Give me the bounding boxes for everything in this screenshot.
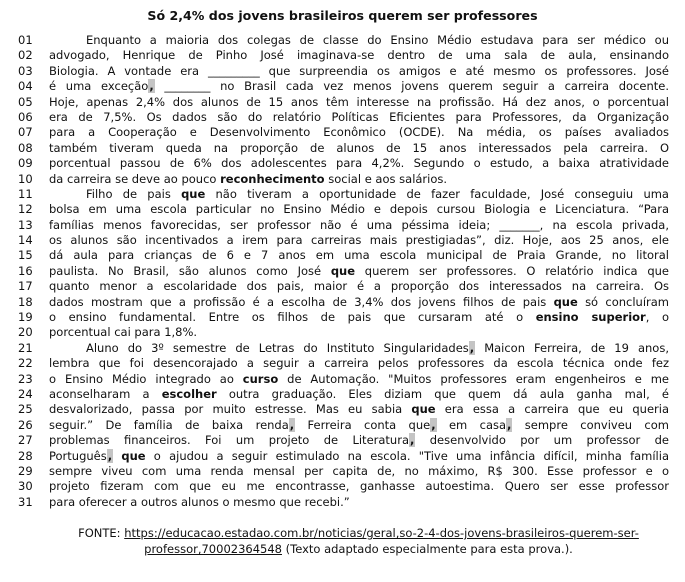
text-line	[0, 433, 685, 448]
bold-term: escolher	[161, 386, 217, 401]
document-page	[0, 8, 685, 557]
line-text	[49, 372, 669, 387]
text-line	[0, 372, 685, 387]
text-segment: social e aos salários.	[324, 171, 448, 186]
text-segment: de Automação. "Muitos professores eram engenheiros e me	[278, 371, 669, 386]
source-citation	[48, 525, 669, 557]
text-line	[0, 356, 685, 371]
line-text	[49, 172, 669, 187]
line-number: 30	[18, 479, 33, 494]
text-segment: porcentual passou de 6% dos adolescentes para 4,2%. Segundo o estudo, a baixa atratividade	[49, 156, 669, 171]
text-segment: Aluno do 3º semestre de Letras do Instituto Singularidades	[86, 340, 469, 355]
text-segment: Hoje, apenas 2,4% dos alunos de 15 anos têm interesse na profissão. Há dez anos, o porcentual	[49, 94, 669, 109]
line-text	[49, 141, 669, 156]
bold-term: curso	[242, 371, 279, 386]
line-text	[49, 125, 669, 140]
bold-term: reconhecimento	[220, 171, 325, 186]
line-number: 17	[18, 279, 33, 294]
text-segment: o Ensino Médio integrado ao	[49, 371, 243, 386]
line-text	[49, 64, 669, 79]
text-segment: Maicon Ferreira, de 19 anos,	[475, 340, 669, 355]
line-text	[49, 264, 669, 279]
text-segment: querem ser professores. O relatório indica que	[355, 263, 670, 278]
text-segment: era de 7,5%. Os dados são do relatório Políticas Eficientes para Professores, da Organização	[49, 109, 669, 124]
text-segment: , o	[645, 310, 669, 325]
bold-term: que	[330, 263, 356, 278]
text-segment: o ajudou a seguir estimulado na escola. "Tive uma infância difícil, minha família	[145, 448, 669, 463]
line-text	[49, 79, 669, 94]
text-segment: quanto menor a escolaridade dos pais, maior é a proporção dos interessados na carreira. Os	[49, 279, 669, 294]
line-number: 25	[18, 402, 33, 417]
text-line	[0, 325, 685, 340]
line-number: 12	[18, 202, 33, 217]
line-number: 27	[18, 433, 33, 448]
text-line	[0, 110, 685, 125]
text-line	[0, 33, 685, 48]
line-number: 07	[18, 125, 33, 140]
line-text	[49, 202, 669, 217]
text-segment: para oferecer a outros alunos o mesmo que recebi.”	[49, 494, 350, 509]
line-number: 31	[18, 494, 33, 509]
line-number: 09	[18, 156, 33, 171]
highlighted-comma: ,	[289, 417, 295, 432]
line-number: 05	[18, 94, 33, 109]
text-segment: aconselharam a	[49, 386, 162, 401]
text-line	[0, 156, 685, 171]
line-number: 01	[18, 33, 33, 47]
line-number: 28	[18, 448, 33, 463]
text-segment: dá aula para crianças de 6 e 7 anos em uma escola municipal de Praia Grande, no litoral	[49, 248, 669, 263]
text-segment: não tiveram a oportunidade de fazer faculdade, José conseguiu uma	[205, 186, 669, 201]
text-line	[0, 479, 685, 494]
text-segment: projeto fizeram com que eu me encontrasse, ganhasse autoestima. Quero ser esse professor	[49, 479, 669, 494]
text-segment: só concluíram	[577, 294, 670, 309]
text-segment: paulista. No Brasil, são alunos como José	[49, 263, 331, 278]
line-text	[49, 279, 669, 294]
line-text	[49, 310, 669, 325]
text-segment: dados mostram que a profissão é a escolha de 3,4% dos jovens filhos de pais	[49, 294, 554, 309]
line-text	[49, 233, 669, 248]
fonte-suffix: (Texto adaptado especialmente para esta prova.).	[281, 542, 573, 557]
line-number: 20	[18, 325, 33, 340]
highlighted-comma: ,	[149, 79, 154, 94]
text-line	[0, 79, 685, 94]
text-segment: Filho de pais	[86, 186, 182, 201]
text-line	[0, 295, 685, 310]
bold-term: ensino superior	[535, 310, 646, 325]
text-line	[0, 341, 685, 356]
text-segment: ________ no Brasil cada vez menos jovens querem seguir a carreira docente.	[154, 79, 669, 94]
text-line	[0, 125, 685, 140]
line-text	[49, 95, 669, 110]
text-line	[0, 279, 685, 294]
text-segment: desvalorizado, passa por muito estresse. Mas eu sabia	[49, 402, 412, 417]
text-segment: é uma exceção	[49, 79, 149, 94]
line-number: 15	[18, 248, 33, 263]
text-line	[0, 233, 685, 248]
line-number: 13	[18, 217, 33, 232]
text-segment: seguir.” De família de baixa renda	[49, 417, 289, 432]
line-number: 22	[18, 356, 33, 371]
line-number: 29	[18, 463, 33, 478]
text-line	[0, 218, 685, 233]
line-text	[49, 418, 669, 433]
text-segment: Ferreira conta que	[295, 417, 431, 432]
text-line	[0, 202, 685, 217]
text-segment: da carreira se deve ao pouco	[49, 171, 221, 186]
text-line	[0, 495, 685, 510]
line-number: 14	[18, 233, 33, 248]
text-line	[0, 264, 685, 279]
line-number: 06	[18, 109, 33, 124]
line-number: 26	[18, 417, 33, 432]
text-line	[0, 64, 685, 79]
line-number: 16	[18, 263, 33, 278]
highlighted-comma: ,	[107, 448, 113, 463]
text-segment: porcentual cai para 1,8%.	[49, 325, 198, 340]
line-number: 08	[18, 140, 33, 155]
text-segment: em casa	[436, 417, 507, 432]
line-text	[49, 156, 669, 171]
line-text	[49, 187, 669, 202]
highlighted-comma: ,	[431, 417, 436, 432]
line-number: 10	[18, 171, 33, 186]
text-line	[0, 418, 685, 433]
text-segment: o ensino fundamental. Entre os filhos de pais que cursaram até o	[49, 310, 536, 325]
line-text	[49, 402, 669, 417]
text-line	[0, 387, 685, 402]
line-text	[49, 218, 669, 233]
text-segment: Enquanto a maioria dos colegas de classe do Ensino Médio estudava para ser médico ou	[86, 33, 669, 47]
line-number: 04	[18, 79, 33, 94]
text-line	[0, 172, 685, 187]
document-title: Só 2,4% dos jovens brasileiros querem ser professores	[147, 8, 538, 23]
line-number: 23	[18, 371, 33, 386]
line-text	[49, 387, 669, 402]
line-text	[49, 33, 669, 48]
highlighted-comma: ,	[410, 433, 415, 448]
text-body	[0, 33, 685, 510]
text-segment: advogado, Henrique de Pinho José imaginava-se dentro de uma sala de aula, ensinando	[49, 48, 669, 63]
line-text	[49, 295, 669, 310]
line-text	[49, 356, 669, 371]
line-text	[49, 248, 669, 263]
line-number: 11	[18, 186, 33, 201]
text-line	[0, 95, 685, 110]
text-segment: problemas financeiros. Foi um projeto de Literatura	[49, 433, 409, 448]
highlighted-comma: ,	[469, 340, 475, 355]
line-number: 19	[18, 310, 33, 325]
text-segment: sempre viveu com uma renda mensal per capita de, no máximo, R$ 300. Esse professor e o	[49, 463, 669, 478]
line-text	[49, 433, 669, 448]
bold-term: que	[553, 294, 578, 309]
line-number: 21	[18, 340, 33, 355]
text-segment: lembra que foi desencorajado a seguir a carreira pelos professores da escola técnica onde fez	[49, 356, 669, 371]
text-segment: bolsa em uma escola particular no Ensino Médio e depois cursou Biologia e Licenciatura. “Para	[49, 202, 669, 217]
bold-term: que	[121, 448, 146, 463]
line-text	[49, 449, 669, 464]
text-line	[0, 310, 685, 325]
text-segment: os alunos são incentivados a irem para carreiras mais prestigiadas”, diz. Hoje, aos 25 anos, ele	[49, 233, 669, 248]
text-line	[0, 187, 685, 202]
text-line	[0, 48, 685, 63]
text-line	[0, 449, 685, 464]
line-text	[49, 48, 669, 63]
bold-term: que	[181, 186, 206, 201]
line-text	[49, 110, 669, 125]
line-text	[49, 479, 669, 494]
text-line	[0, 141, 685, 156]
bold-term: que	[411, 402, 436, 417]
text-segment: famílias menos favorecidas, ser professor não é uma péssima ideia; _______, na escola privada,	[49, 217, 669, 232]
line-number: 03	[18, 63, 33, 78]
text-segment: para a Cooperação e Desenvolvimento Econômico (OCDE). Na média, os países avaliados	[49, 125, 669, 140]
line-text	[49, 464, 669, 479]
text-line	[0, 464, 685, 479]
line-number: 02	[18, 48, 33, 63]
text-segment: sempre conviveu com	[512, 417, 669, 432]
line-text	[49, 495, 669, 510]
line-number: 18	[18, 294, 33, 309]
text-segment: Português	[49, 448, 107, 463]
text-segment: desenvolvido por um professor de	[415, 433, 669, 448]
text-segment: também tiveram queda na proporção de alunos de 15 anos interessados pela carreira. O	[49, 140, 669, 155]
text-line	[0, 248, 685, 263]
highlighted-comma: ,	[507, 417, 512, 432]
line-number: 24	[18, 386, 33, 401]
line-text	[49, 325, 669, 340]
fonte-label: FONTE:	[78, 526, 125, 541]
text-line	[0, 402, 685, 417]
text-segment: outra graduação. Eles diziam que quem dá aula ganha mal, é	[216, 386, 669, 401]
line-text	[49, 341, 669, 356]
text-segment: Biologia. A vontade era _________ que surpreendia os amigos e até mesmo os professores. José	[49, 63, 669, 78]
text-segment: era essa a carreira que eu queria	[435, 402, 670, 417]
source-link[interactable]: https://educacao.estadao.com.br/noticias/geral,so-2-4-dos-jovens-brasileiros-querem-ser-professor,70002364548	[124, 526, 639, 557]
